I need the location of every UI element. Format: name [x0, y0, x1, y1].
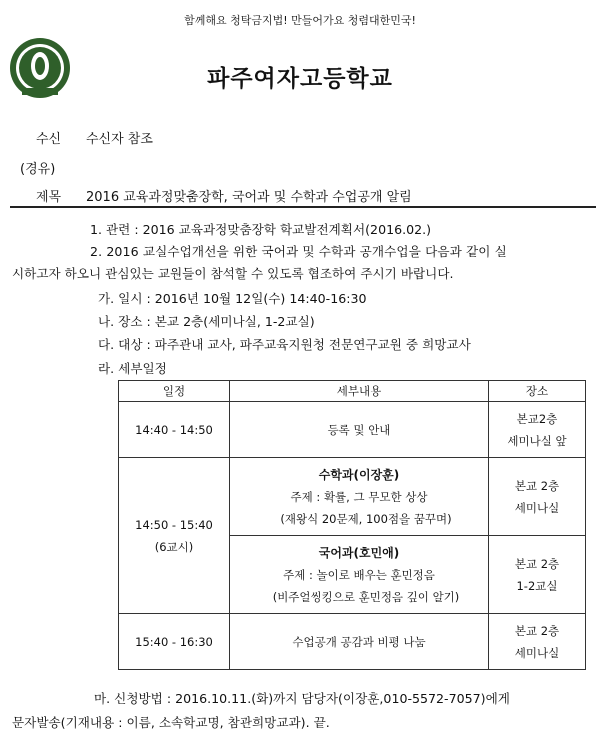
- row3-place-line2: 세미나실: [514, 645, 560, 660]
- korean-subtitle: (비주얼씽킹으로 훈민정음 깊이 알기): [272, 589, 460, 604]
- schedule-table: [118, 380, 586, 670]
- korean-title: 국어과(호민애): [318, 545, 400, 560]
- target-item: 다. 대상 : 파주관내 교사, 파주교육지원청 전문연구교원 중 희망교사: [98, 337, 471, 352]
- date-item: 가. 일시 : 2016년 10월 12일(수) 14:40-16:30: [98, 291, 367, 306]
- purpose-line-1: 2. 2016 교실수업개선을 위한 국어과 및 수학과 공개수업을 다음과 같이 실: [90, 244, 507, 259]
- row3-place-line1: 본교 2층: [514, 623, 560, 638]
- row1-place: [489, 402, 586, 458]
- subject-label: 제목: [36, 190, 62, 205]
- recipient-value: 수신자 참조: [86, 132, 153, 147]
- slogan: 함께해요 청탁금지법! 만들어가요 청렴대한민국!: [184, 14, 416, 27]
- row2-time-range: 14:50 - 15:40: [135, 517, 213, 532]
- subject-value: 2016 교육과정맞춤장학, 국어과 및 수학과 수업공개 알림: [86, 190, 412, 205]
- related-line: 1. 관련 : 2016 교육과정맞춤장학 학교발전계획서(2016.02.): [90, 222, 432, 237]
- row1-detail: 등록 및 안내: [230, 402, 489, 458]
- header-divider: [10, 206, 596, 208]
- table-row: [119, 458, 586, 536]
- application-line-2: 문자발송(기재내용 : 이름, 소속학교명, 참관희망교과). 끝.: [12, 715, 330, 730]
- schedule-item: 라. 세부일정: [98, 361, 167, 376]
- row2-period: (6교시): [154, 539, 194, 554]
- korean-place-line1: 본교 2층: [514, 556, 560, 571]
- math-session: [230, 458, 489, 536]
- row2-time: [119, 458, 230, 614]
- korean-session: [230, 536, 489, 614]
- school-name: 파주여자고등학교: [207, 66, 393, 92]
- math-title: 수학과(이장훈): [318, 467, 400, 482]
- korean-place-line2: 1-2교실: [516, 578, 558, 593]
- row3-time: 15:40 - 16:30: [119, 614, 230, 670]
- math-topic: 주제 : 확률, 그 무모한 상상: [290, 489, 428, 504]
- math-place-line1: 본교 2층: [514, 478, 560, 493]
- header-detail: 세부내용: [230, 381, 489, 402]
- row1-place-line1: 본교2층: [516, 411, 558, 426]
- place-item: 나. 장소 : 본교 2층(세미나실, 1-2교실): [98, 314, 315, 329]
- table-row: [119, 402, 586, 458]
- row3-detail: 수업공개 공감과 비평 나눔: [230, 614, 489, 670]
- math-place-line2: 세미나실: [514, 500, 560, 515]
- math-place: [489, 458, 586, 536]
- row1-time: 14:40 - 14:50: [119, 402, 230, 458]
- table-row: [119, 614, 586, 670]
- math-subtitle: (재왕식 20문제, 100점을 꿈꾸며): [280, 511, 452, 526]
- korean-place: [489, 536, 586, 614]
- application-line-1: 마. 신청방법 : 2016.10.11.(화)까지 담당자(이장훈,010-5572-7057)에게: [94, 691, 510, 706]
- recipient-label: 수신: [36, 132, 62, 147]
- via-label: (경유): [20, 162, 56, 177]
- header-time: 일정: [119, 381, 230, 402]
- header-place: 장소: [489, 381, 586, 402]
- korean-topic: 주제 : 놀이로 배우는 훈민정음: [283, 567, 435, 582]
- table-header-row: [119, 381, 586, 402]
- purpose-line-2: 시하고자 하오니 관심있는 교원들이 참석할 수 있도록 협조하여 주시기 바랍니다.: [12, 266, 454, 281]
- row3-place: [489, 614, 586, 670]
- row1-place-line2: 세미나실 앞: [507, 433, 567, 448]
